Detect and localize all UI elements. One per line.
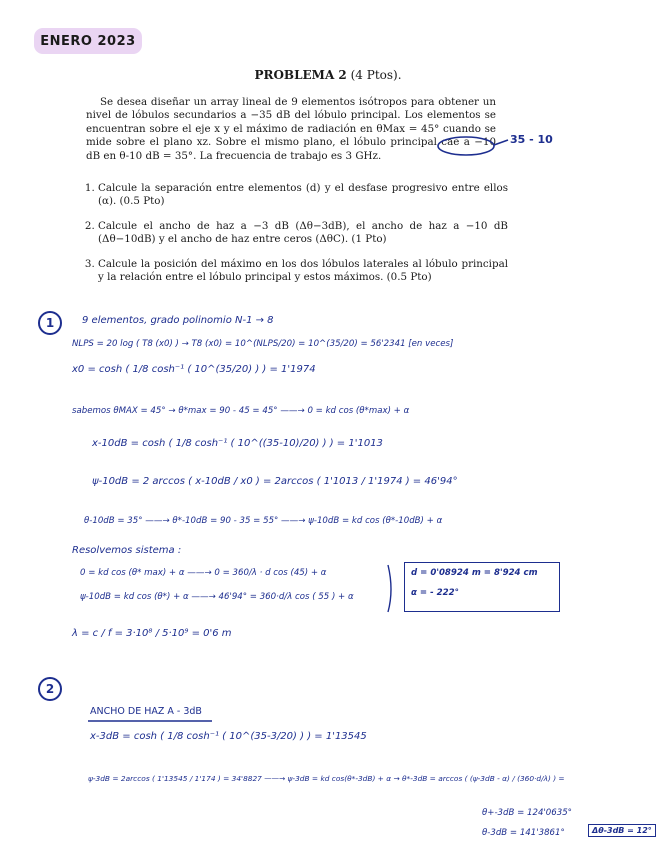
solution-number-1: 1: [38, 311, 62, 335]
system-brace: [388, 565, 391, 612]
sol1-x0: x0 = cosh ( 1/8 cosh⁻¹ ( 10^(35/20) ) ) = 1'1974: [72, 364, 316, 375]
sol1-eq1: 0 = kd cos (θ* max) + α ——→ 0 = 360/λ · d cos (45) + α: [80, 568, 327, 578]
sol2-delta-box: Δθ-3dB = 12°: [588, 824, 656, 837]
sol2-theta-minus: θ-3dB = 141'3861°: [482, 828, 565, 838]
statement-text: Se desea diseñar un array lineal de 9 elementos isótropos para obtener un nivel de lóbulos secundarios a −35 dB del lóbulo principal. Los elementos se encuentran sobre el eje x y el máximo de radiación en θMax = 45° cuando se mide sobre el plano xz. Sobre el mismo plano, el lóbulo principal cae a −10 dB en θ-10 dB = 35°. La frecuencia de trabajo es 3 GHz.: [86, 96, 496, 162]
sol1-sabemos: sabemos θMAX = 45° → θ*max = 90 - 45 = 45° ——→ 0 = kd cos (θ*max) + α: [72, 406, 410, 416]
sol1-intro: 9 elementos, grado polinomio N-1 → 8: [82, 315, 274, 326]
result-box: [404, 562, 560, 612]
sol1-eq2: ψ-10dB = kd cos (θ*) + α ——→ 46'94° = 360·d/λ cos ( 55 ) + α: [80, 592, 354, 602]
problem-points: (4 Ptos).: [350, 68, 402, 82]
circle-highlight: [438, 137, 494, 155]
result-alpha: α = - 222°: [411, 588, 459, 598]
question-item: 2. Calcule el ancho de haz a −3 dB (Δθ−3dB), el ancho de haz a −10 dB (Δθ−10dB) y el ancho de haz entre ceros (ΔθC). (1 Pto): [98, 220, 508, 247]
question-item: 3. Calcule la posición del máximo en los dos lóbulos laterales al lóbulo principal y la relación entre el lóbulo principal y estos máximos. (0.5 Pto): [98, 258, 508, 285]
sol2-heading: ANCHO DE HAZ A - 3dB: [90, 706, 202, 717]
solution-number-2: 2: [38, 677, 62, 701]
annotation-arrow: [494, 140, 508, 145]
problem-title-text: PROBLEMA 2: [254, 68, 347, 82]
result-d: d = 0'08924 m = 8'924 cm: [411, 568, 538, 578]
sol1-theta10: θ-10dB = 35° ——→ θ*-10dB = 90 - 35 = 55° ——→ ψ-10dB = kd cos (θ*-10dB) + α: [84, 516, 443, 526]
question-item: 1. Calcule la separación entre elementos (d) y el desfase progresivo entre ellos (α). (0.5 Pto): [98, 182, 508, 209]
sol1-nlps: NLPS = 20 log ( T8 (x0) ) → T8 (x0) = 10^(NLPS/20) = 10^(35/20) = 56'2341 [en veces]: [72, 339, 454, 349]
sol2-psi3: ψ-3dB = 2arccos ( 1'13545 / 1'174 ) = 34'8827 ——→ ψ-3dB = kd cos(θ*-3dB) + α → θ*-3dB = arccos ( (ψ-3dB - α) / (360·d/λ) ) =: [88, 774, 565, 783]
sol2-x3: x-3dB = cosh ( 1/8 cosh⁻¹ ( 10^(35-3/20) ) ) = 1'13545: [90, 731, 367, 742]
margin-annotation: 35 - 10: [510, 133, 553, 146]
sol1-resolvemos: Resolvemos sistema :: [72, 545, 182, 556]
sol2-theta-plus: θ+-3dB = 124'0635°: [482, 808, 572, 818]
sol1-psim10: ψ-10dB = 2 arccos ( x-10dB / x0 ) = 2arccos ( 1'1013 / 1'1974 ) = 46'94°: [92, 476, 458, 487]
sol1-xm10: x-10dB = cosh ( 1/8 cosh⁻¹ ( 10^((35-10)/20) ) ) = 1'1013: [92, 438, 383, 449]
sol1-lambda: λ = c / f = 3·10⁸ / 5·10⁹ = 0'6 m: [72, 628, 232, 639]
date-badge: ENERO 2023: [34, 28, 142, 54]
